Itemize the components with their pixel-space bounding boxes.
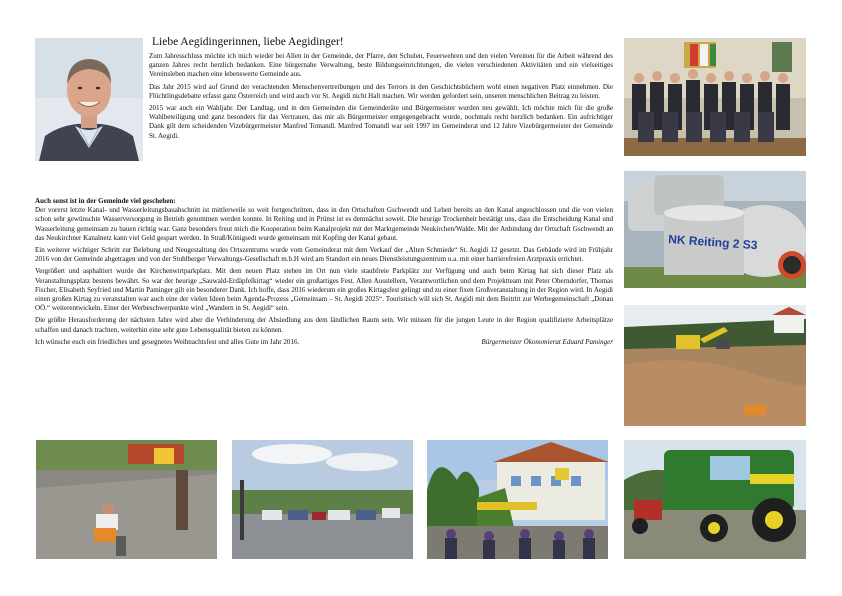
intro-paragraph: Zum Jahresschluss möchte ich mich wieder bei Allen in der Gemeinde, der Pfarre, den Schulen, Feuerwehren und den vielen Vereinen für die Arbeit während des ganzen Jahres recht herzlich bedanken. Eine bürgernahe Verwaltung, beste Bildungseinrichtungen, die vielen verschiedenen Aktivitäten und ein vielseitiges Vereinsleben machen eine lebenswerte Gemeinde aus. xyxy=(149,52,613,79)
parking-lot-photo xyxy=(232,440,413,559)
section-subheading: Auch sonst ist in der Gemeinde viel geschehen: xyxy=(35,197,176,205)
mayor-portrait-photo xyxy=(35,38,143,161)
signature: Bürgermeister Ökonomierat Eduard Paminger xyxy=(481,337,613,346)
council-group-photo xyxy=(624,38,806,156)
road-worker-photo xyxy=(36,440,217,559)
intro-text xyxy=(149,52,613,144)
body-paragraph: Vergrößert und asphaltiert wurde der Kirchenwirtparkplatz. Mit dem neuen Platz stehen im Ort nun viele staubfreie Parkplätz zur Verfügung und auch beim Kirtag hat sich dieser Platz als Veranstaltungsplatz bestens bewährt. So war der heurige „Sauwald-Erdäpfelkirtag“ wieder ein großartiges Fest. Allen Ausstellern, Verantwortlichen und dem Projektteam mit Peter Oberndorfer, Thomas Fischer, Elisabeth Seyfried und Martin Paminger gilt ein besonderer Dank. Ich hoffe, dass 2016 wiederum ein großes Kirtagsfest gelingt und zu einer fixen Großveranstaltung in der Region wird. In Aegidi einen großen Kirtag zu veranstalten war auch eine der vielen Ideen beim Agenda-Prozess „Gemeinsam – St. Aegidi 2025“. Touristisch will sich St. Aegidi mit dem Beitritt zur Werbegemeinschaft „Donau OÖ.“ weiterentwickeln. Einer der Werbeschwerpunkte wird „Wandern in St. Aegidi“ sein. xyxy=(35,267,613,313)
tractor-exhibition-photo xyxy=(624,440,806,559)
construction-site-photo xyxy=(624,305,806,426)
body-paragraph: Ein weiterer wichtiger Schritt zur Belebung und Neugestaltung des Ortszentrums wurde vom Gemeinderat mit dem Verkauf der „Alten Schmiede“ St. Aegidi 12 gesetzt. Das Gebäude wird im Frühjahr 2016 von der Gemeinde abgetragen und von der Stuhlberger Verwaltungs-Gesellschaft m.b.H wird am Standort ein neues Dienstleistungszentrum u.a. mit einer barrierefreien Arztpraxis errichtet. xyxy=(35,246,613,264)
pipe-label-text: NK Reiting 2 S3 xyxy=(667,232,758,253)
body-paragraph: Der vorerst letzte Kanal- und Wasserleitungsbauabschnitt ist mittlerweile so weit fortgeschritten, dass in den Ortschaften Gschwendt und Lehen bereits an den Kanal angeschlossen und die von vielen schon sehr gewünschte Wasserversorgung in Betrieb genommen werden konnte. In Reiting und in Prünst ist es demnächst soweit. Die heurige Trockenheit bestätigt uns, dass die Entscheidung Kanal und Wasserleitung gemeinsam zu bauen richtig war. Ganz besonders freut mich die Kooperation beim Kanalprojekt mit der Marktgemeinde Neukirchen/Walde. Mit der Anbindung der Ortschaft Gschwendt an das Neukirchner Kanalnetz kann viel Geld gespart werden. In Straß/Königsedt wurde gemeinsam mit Kopfing der Kanal gebaut. xyxy=(35,206,613,242)
letter-greeting-title: Liebe Aegidingerinnen, liebe Aegidinger! xyxy=(152,36,344,48)
body-text xyxy=(35,197,613,350)
body-paragraph: Die größte Herausforderung der nächsten Jahre wird aber die Verhinderung der Absiedlung aus dem ländlichen Raum sein. Wir müssen für die jungen Leute in der Region qualifizierte Arbeitsplätze schaffen und danach trachten, weiterhin eine sehr gute Lebensqualität bieten zu können. xyxy=(35,316,613,334)
intro-paragraph: Das Jahr 2015 wird auf Grund der verachtenden Menschenvertreibungen und des Terrors in den Geschichtsbüchern wohl einen negativen Platz einnehmen. Die Flüchtlingsdebatte erfasst ganz Österreich und wird auch vor St. Aegidi nicht Halt machen. Wir werden gefordert sein, unseren menschlichen Beitrag zu leisten. xyxy=(149,82,613,100)
village-festival-photo xyxy=(427,440,608,559)
intro-paragraph: 2015 war auch ein Wahljahr. Der Landtag, und in den Gemeinden die Gemeinderäte und Bürgermeister wurden neu gewählt. Ich möchte mich für die große Wahlbeteiligung und ganz besonders für das Vertrauen, das mir als Bürgermeister entgegengebracht wurde, nochmals recht herzlich bedanken. Ein aufrichtiger Dank gilt dem scheidenden Vizebürgermeister Manfred Tomandl. Manfred Tomandl war seit 1997 im Gemeinderat und 12 Jahre Vizebürgermeister der Gemeinde St. Aegidi. xyxy=(149,104,613,140)
concrete-pipes-photo xyxy=(624,171,806,288)
closing-line xyxy=(35,338,613,347)
closing-wish: Ich wünsche euch ein friedliches und gesegnetes Weihnachtsfest und alles Gute im Jahr 2016. xyxy=(35,337,300,346)
